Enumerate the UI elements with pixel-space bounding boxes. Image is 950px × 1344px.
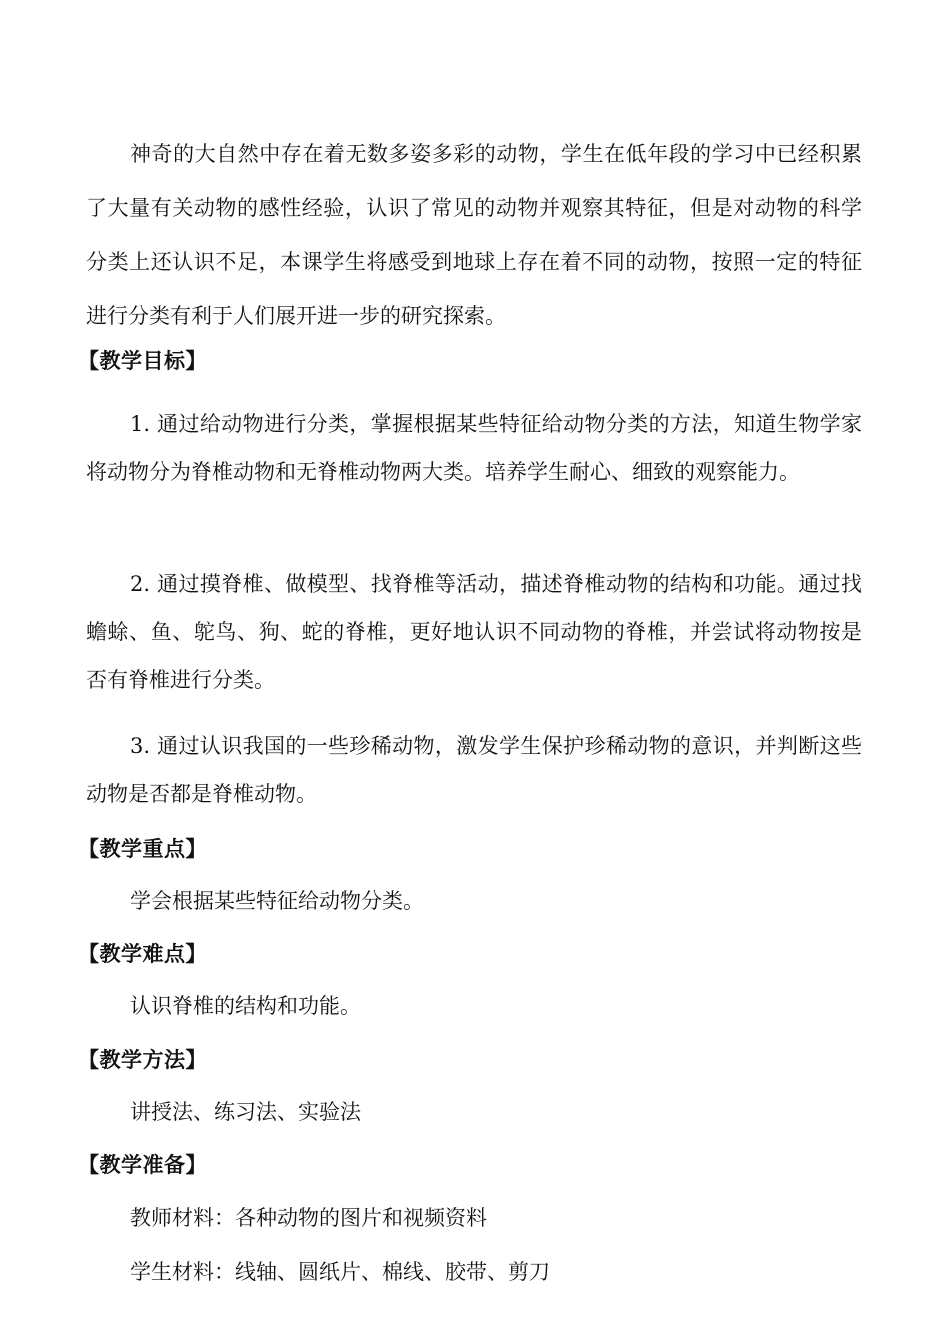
goal-item-2: 2. 通过摸脊椎、做模型、找脊椎等活动，描述脊椎动物的结构和功能。通过找蟾蜍、鱼、鸵鸟、狗、蛇的脊椎，更好地认识不同动物的脊椎，并尝试将动物按是否有脊椎进行分类。 [86, 572, 862, 692]
difficulties-heading: 【教学难点】 [78, 942, 207, 966]
methods-text: 讲授法、练习法、实验法 [130, 1100, 361, 1124]
preparation-heading: 【教学准备】 [78, 1153, 207, 1177]
key-points-heading: 【教学重点】 [78, 837, 207, 861]
goal-item-3: 3. 通过认识我国的一些珍稀动物，激发学生保护珍稀动物的意识，并判断这些动物是否都是脊椎动物。 [86, 734, 862, 806]
intro-paragraph: 神奇的大自然中存在着无数多姿多彩的动物，学生在低年段的学习中已经积累了大量有关动物的感性经验，认识了常见的动物并观察其特征，但是对动物的科学分类上还认识不足，本课学生将感受到地球上存在着不同的动物，按照一定的特征进行分类有利于人们展开进一步的研究探索。 [86, 142, 862, 328]
student-materials: 学生材料：线轴、圆纸片、棉线、胶带、剪刀 [130, 1260, 550, 1284]
key-points-text: 学会根据某些特征给动物分类。 [130, 889, 424, 913]
difficulties-text: 认识脊椎的结构和功能。 [130, 994, 361, 1018]
methods-heading: 【教学方法】 [78, 1048, 207, 1072]
goals-heading: 【教学目标】 [78, 349, 207, 373]
goal-item-1: 1. 通过给动物进行分类，掌握根据某些特征给动物分类的方法，知道生物学家将动物分为脊椎动物和无脊椎动物两大类。培养学生耐心、细致的观察能力。 [86, 412, 862, 484]
teacher-materials: 教师材料：各种动物的图片和视频资料 [130, 1206, 487, 1230]
